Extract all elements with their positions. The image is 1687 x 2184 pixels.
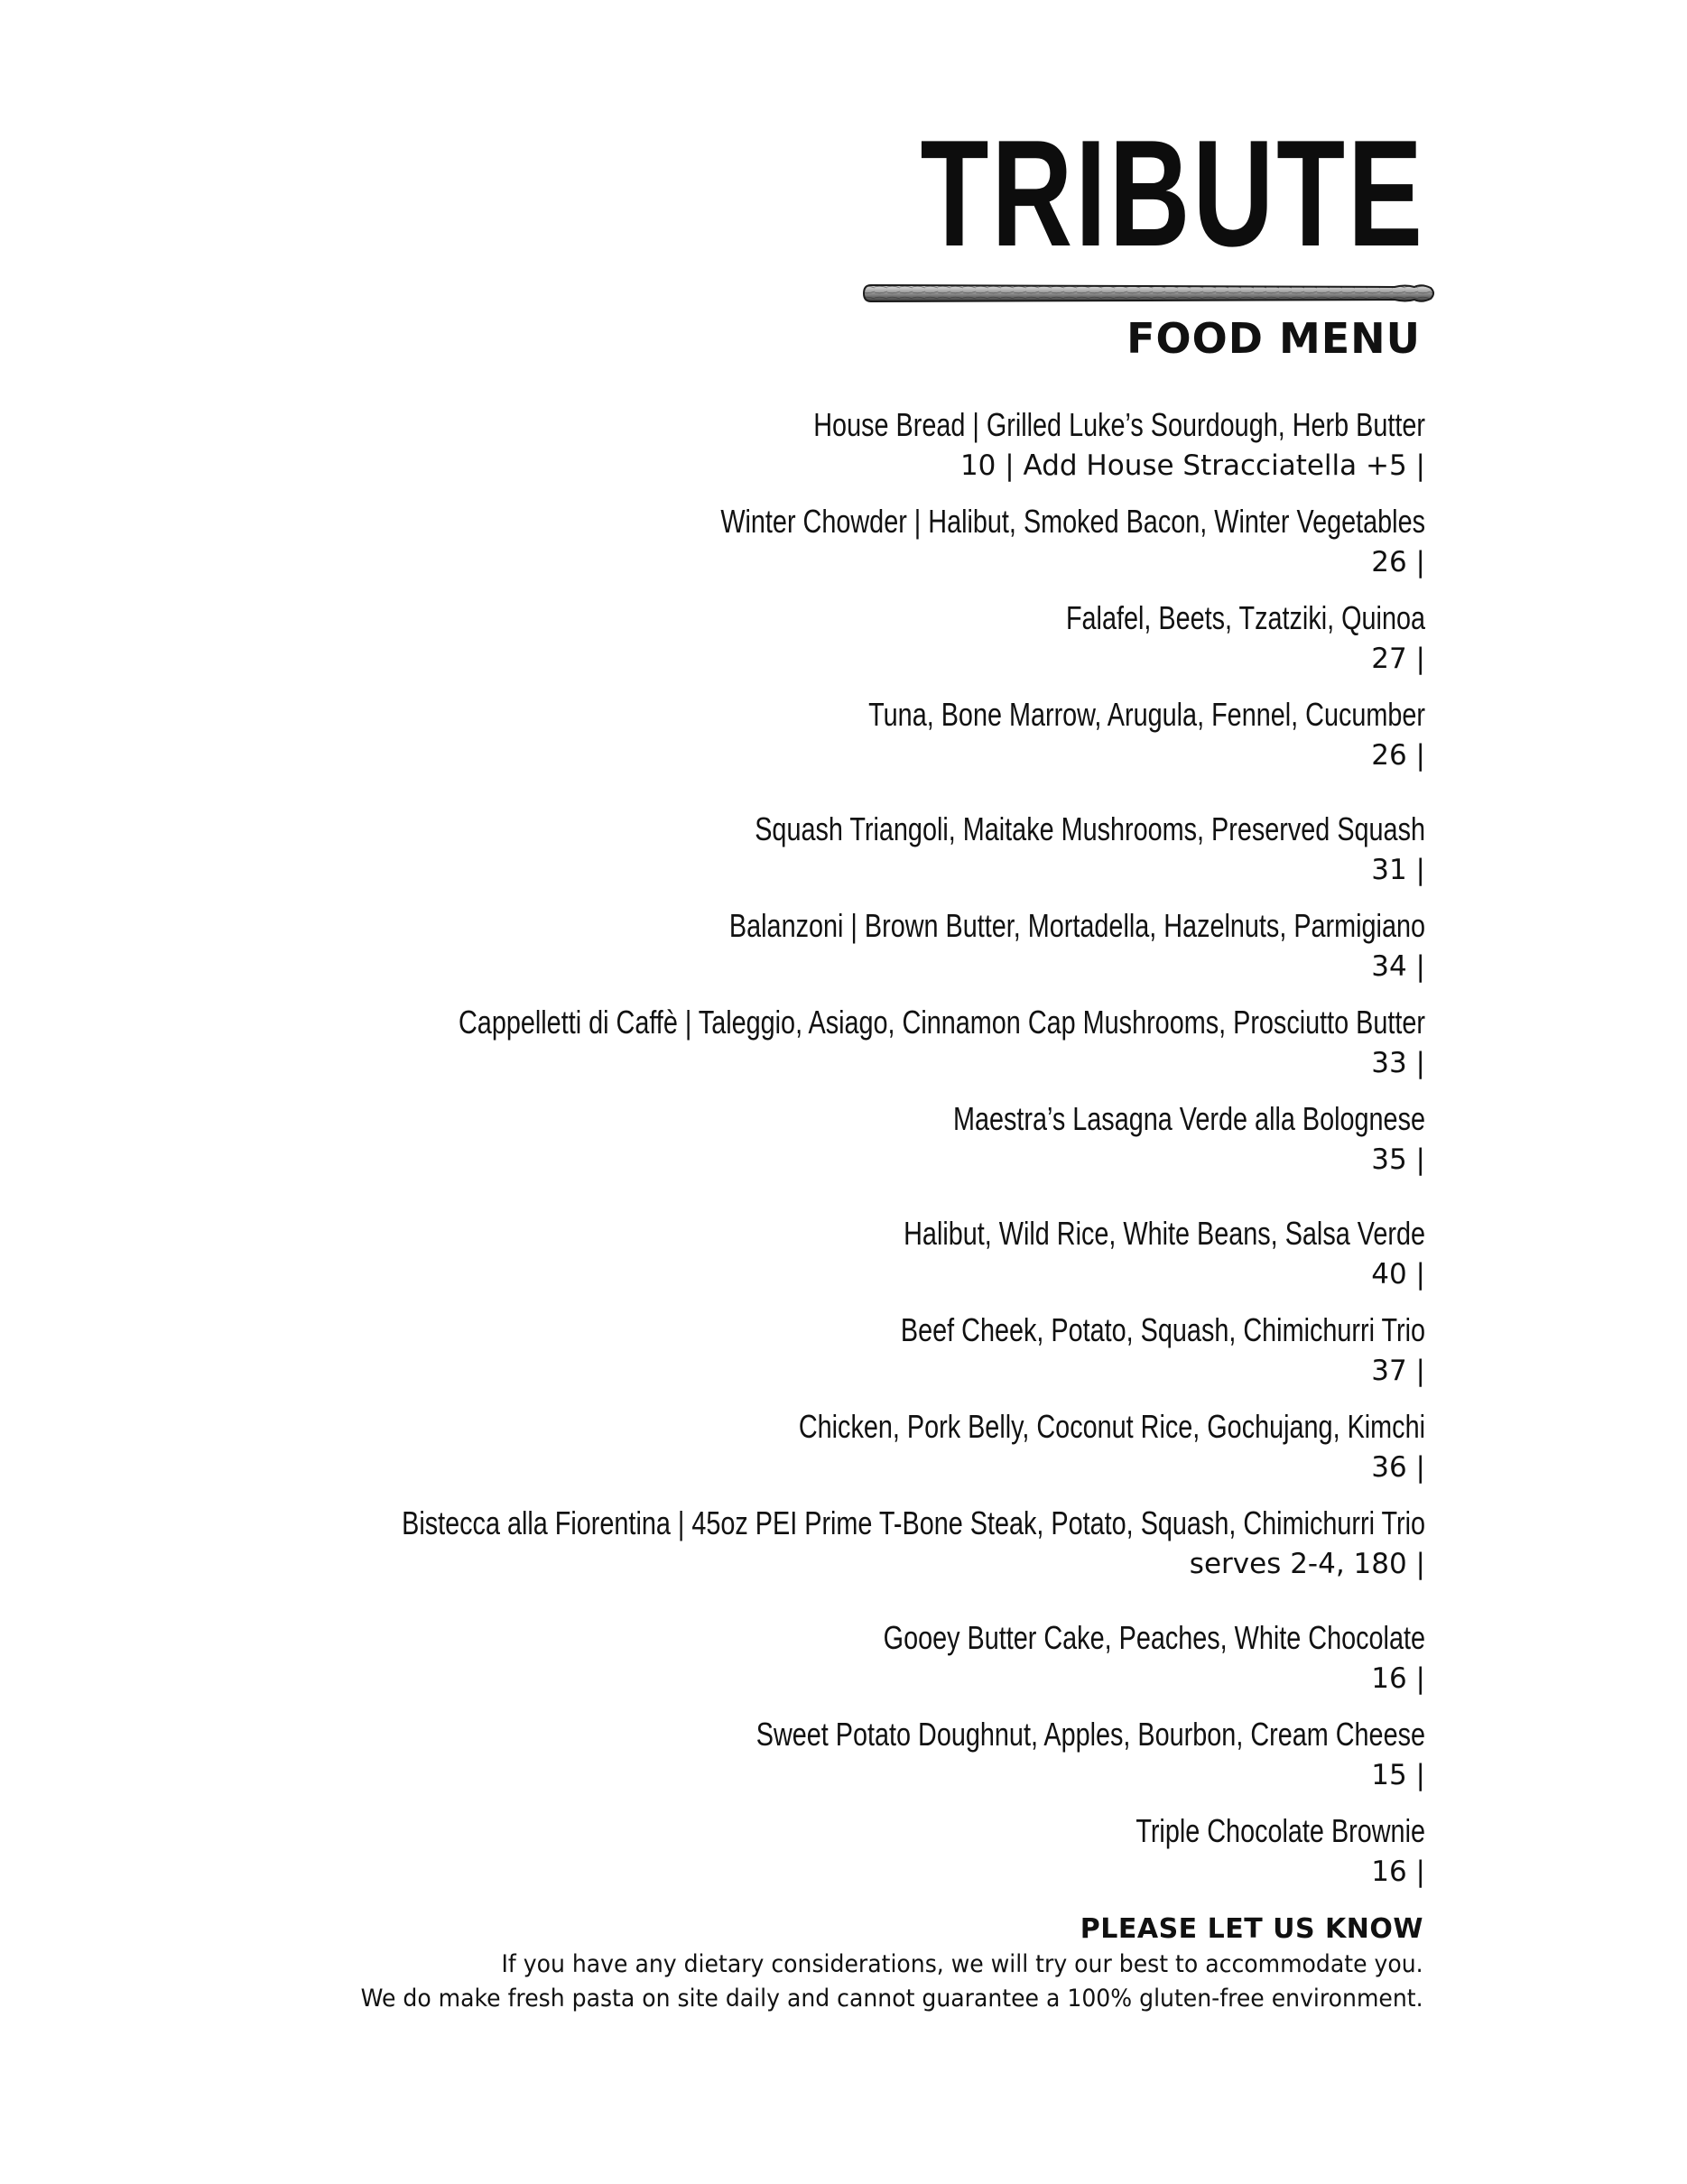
notice-heading: PLEASE LET US KNOW	[1080, 1913, 1423, 1945]
menu-item-name: Bistecca alla Fiorentina | 45oz PEI Prime T-Bone Steak, Potato, Squash, Chimichurri Trio	[402, 1504, 1425, 1541]
menu-item-name: Tuna, Bone Marrow, Arugula, Fennel, Cucumber	[868, 696, 1425, 733]
notice-line: If you have any dietary considerations, we will try our best to accommodate you.	[501, 1950, 1423, 1978]
menu-item-name: Triple Chocolate Brownie	[1135, 1812, 1425, 1849]
menu-item	[71, 404, 1425, 486]
menu-item-price: 36 |	[1371, 1451, 1425, 1484]
menu-item-name: Gooey Butter Cake, Peaches, White Chocolate	[883, 1619, 1425, 1656]
drumstick-icon	[862, 282, 1436, 305]
menu-item-price: 34 |	[1371, 950, 1425, 983]
menu-item-price: 33 |	[1371, 1047, 1425, 1079]
menu-list	[71, 404, 1425, 1892]
menu-item	[71, 1406, 1425, 1487]
menu-item	[71, 905, 1425, 986]
menu-item-name: Maestra’s Lasagna Verde alla Bolognese	[952, 1100, 1425, 1137]
menu-item-price: 26 |	[1371, 546, 1425, 578]
menu-item-price: 40 |	[1371, 1258, 1425, 1291]
menu-item	[71, 597, 1425, 679]
menu-item	[71, 694, 1425, 775]
menu-item-price: 16 |	[1371, 1855, 1425, 1888]
menu-item-name: Balanzoni | Brown Butter, Mortadella, Hazelnuts, Parmigiano	[728, 907, 1425, 944]
menu-item	[71, 809, 1425, 890]
menu-item-price: 37 |	[1371, 1355, 1425, 1387]
menu-item-name: Chicken, Pork Belly, Coconut Rice, Gochujang, Kimchi	[798, 1408, 1425, 1445]
menu-item-name: Squash Triangoli, Maitake Mushrooms, Preserved Squash	[755, 810, 1425, 847]
menu-item	[71, 1810, 1425, 1892]
notice-line: We do make fresh pasta on site daily and cannot guarantee a 100% gluten-free environment.	[360, 1985, 1423, 2013]
menu-item-price: 35 |	[1371, 1143, 1425, 1176]
menu-item-name: Halibut, Wild Rice, White Beans, Salsa Verde	[904, 1215, 1425, 1252]
menu-item-price: 10 | Add House Stracciatella +5 |	[959, 449, 1425, 482]
menu-item-price: 27 |	[1371, 643, 1425, 675]
menu-item-name: Sweet Potato Doughnut, Apples, Bourbon, Cream Cheese	[755, 1716, 1425, 1753]
menu-item-name: Beef Cheek, Potato, Squash, Chimichurri Trio	[900, 1311, 1425, 1348]
menu-item	[71, 1098, 1425, 1180]
menu-item-name: Falafel, Beets, Tzatziki, Quinoa	[1065, 599, 1425, 636]
menu-subtitle: FOOD MENU	[1126, 314, 1421, 363]
menu-item	[71, 1213, 1425, 1294]
menu-item-price: 31 |	[1371, 854, 1425, 886]
menu-item	[71, 1503, 1425, 1584]
restaurant-title: TRIBUTE	[920, 108, 1425, 278]
menu-item-name: House Bread | Grilled Luke’s Sourdough, Herb Butter	[813, 406, 1425, 443]
menu-item-price: 16 |	[1371, 1662, 1425, 1695]
menu-item-name: Winter Chowder | Halibut, Smoked Bacon, Winter Vegetables	[720, 503, 1425, 540]
menu-item-price: serves 2-4, 180 |	[1189, 1548, 1425, 1580]
menu-item	[71, 1309, 1425, 1391]
menu-item	[71, 1714, 1425, 1795]
menu-item	[71, 1617, 1425, 1698]
menu-item	[71, 501, 1425, 582]
menu-item-price: 26 |	[1371, 739, 1425, 772]
dietary-notice	[281, 1911, 1423, 2016]
menu-item-name: Cappelletti di Caffè | Taleggio, Asiago, Cinnamon Cap Mushrooms, Prosciutto Butter	[459, 1004, 1426, 1041]
menu-item-price: 15 |	[1371, 1759, 1425, 1791]
menu-item	[71, 1002, 1425, 1083]
